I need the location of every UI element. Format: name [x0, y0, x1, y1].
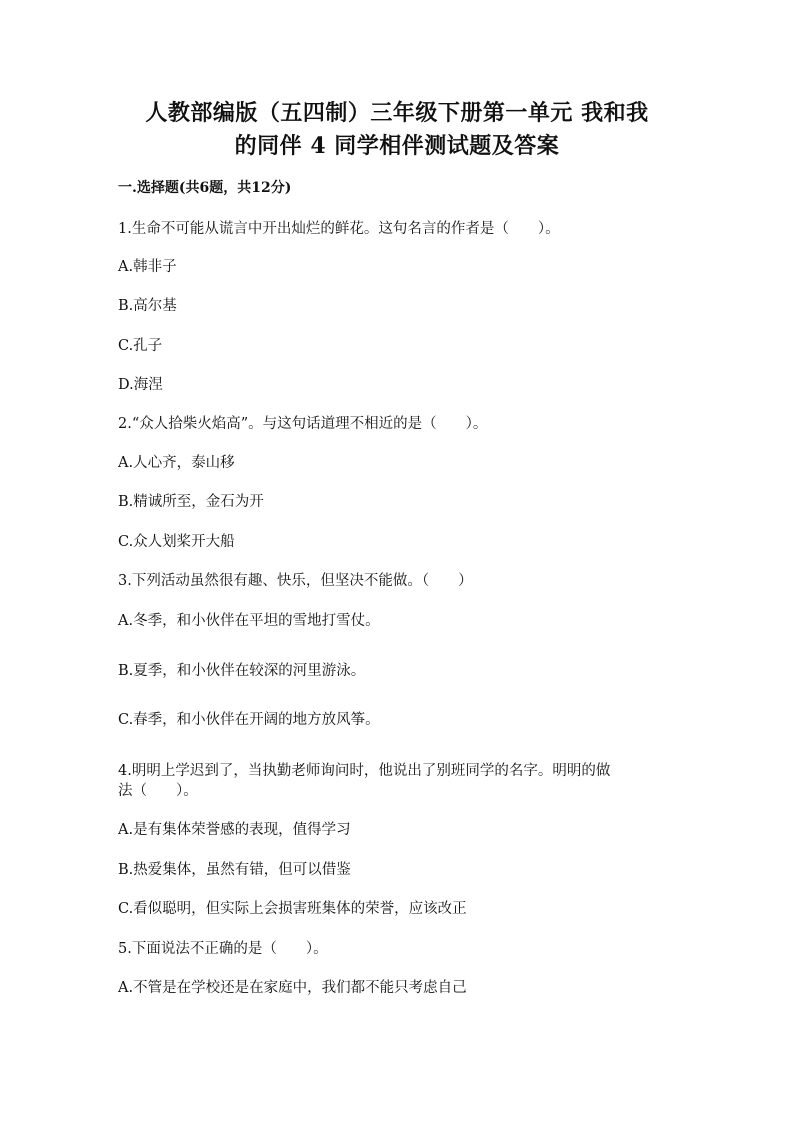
question-2-stem: 2.“众人拾柴火焰高”。与这句话道理不相近的是（ ）。 — [118, 416, 488, 432]
question-1-option-b: B.高尔基 — [118, 298, 177, 314]
question-3-stem: 3.下列活动虽然很有趣、快乐，但坚决不能做。（ ） — [118, 573, 473, 589]
question-3-option-c: C.春季，和小伙伴在开阔的地方放风筝。 — [118, 712, 380, 728]
document-title-line-1: 人教部编版（五四制）三年级下册第一单元 我和我 — [145, 100, 649, 126]
question-4-option-c: C.看似聪明，但实际上会损害班集体的荣誉，应该改正 — [118, 901, 467, 917]
question-1-option-d: D.海涅 — [118, 377, 163, 393]
question-3-option-a: A.冬季，和小伙伴在平坦的雪地打雪仗。 — [118, 613, 380, 629]
question-1-stem: 1.生命不可能从谎言中开出灿烂的鲜花。这句名言的作者是（ ）。 — [118, 221, 560, 237]
question-1-option-c: C.孔子 — [118, 338, 163, 354]
question-3-option-b: B.夏季，和小伙伴在较深的河里游泳。 — [118, 663, 366, 679]
question-1-option-a: A.韩非子 — [118, 259, 177, 275]
section-heading: 一.选择题(共6题，共12分) — [118, 180, 292, 196]
question-2-option-b: B.精诚所至，金石为开 — [118, 494, 264, 510]
question-5-stem: 5.下面说法不正确的是（ ）。 — [118, 941, 328, 957]
question-2-option-a: A.人心齐，泰山移 — [118, 455, 235, 471]
question-4-stem-line-2: 法（ ）。 — [118, 783, 198, 799]
document-title-line-2: 的同伴 4 同学相伴测试题及答案 — [234, 133, 560, 159]
question-4-option-b: B.热爱集体，虽然有错，但可以借鉴 — [118, 862, 351, 878]
question-2-option-c: C.众人划桨开大船 — [118, 534, 235, 550]
question-5-option-a: A.不管是在学校还是在家庭中，我们都不能只考虑自己 — [118, 980, 467, 996]
question-4-option-a: A.是有集体荣誉感的表现，值得学习 — [118, 822, 351, 838]
question-4-stem-line-1: 4.明明上学迟到了，当执勤老师询问时，他说出了别班同学的名字。明明的做 — [118, 763, 611, 779]
